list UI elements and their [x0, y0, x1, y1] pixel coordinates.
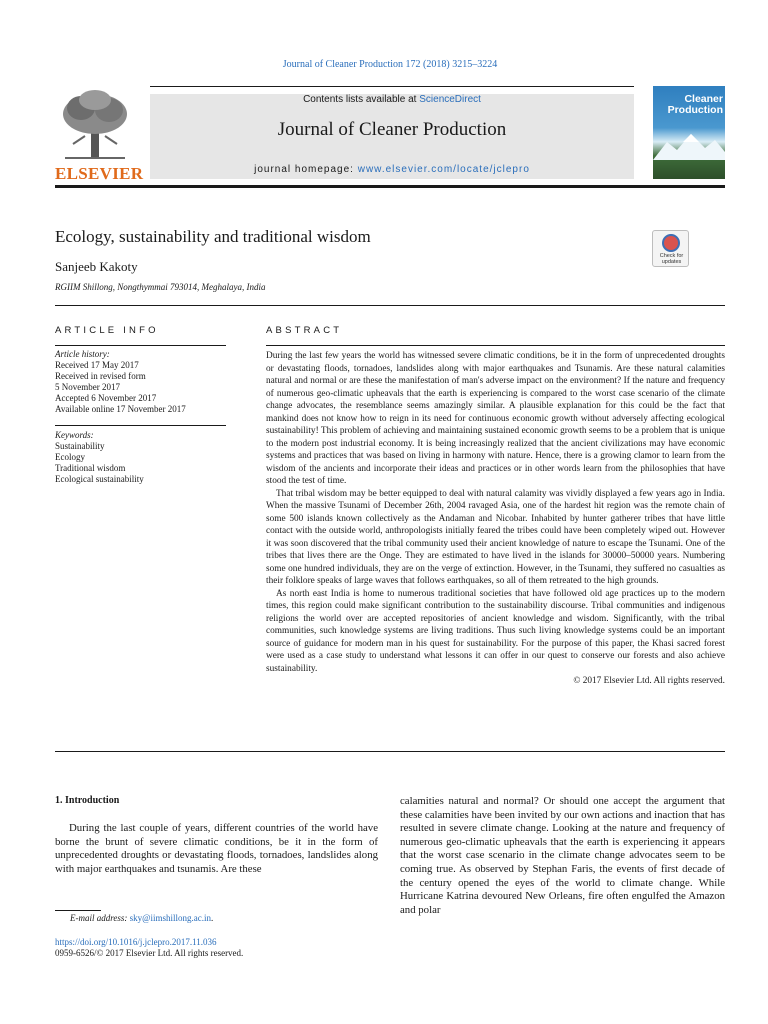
bookmark-icon	[662, 234, 680, 252]
article-history	[55, 349, 186, 415]
tree-icon	[55, 88, 135, 164]
abstract-heading: ABSTRACT	[266, 325, 343, 336]
abstract-paragraph: As north east India is home to numerous traditional societies that have followed old age practices up to the modern times, this region could make significant contribution to the sustainability discourse. Tribal communities and indigenous religions the world over are accepted repositories of ancient knowledge and wisdom. Significantly, with the tribal communities, such knowledge systems are living traditions. Thus such living knowledge systems could be an important source of guidance for modern man in his quest for sustainability. For the purpose of this paper, the Khasi sacred forest were used as a case study to understand what lessons it can offer in our quest to conserve our forests and also achieve sustainability.	[266, 588, 725, 674]
history-item: Received 17 May 2017	[55, 360, 139, 370]
journal-title: Journal of Cleaner Production	[277, 119, 507, 140]
author-affiliation: RGIIM Shillong, Nongthymmai 793014, Meghalaya, India	[55, 282, 266, 292]
journal-cover	[653, 86, 725, 179]
history-item: Received in revised form	[55, 371, 146, 381]
abstract-rule	[266, 345, 725, 346]
homepage-line	[150, 164, 634, 175]
body-right-column: calamities natural and normal? Or should one accept the argument that these calamities have been invited by our own actions and inaction that has resulted in severe climate change. Looking at the nature and frequency of numerous geo-climatic upheavals that the earth is experiencing it appears that the worst case scenario in the climate change advocates seem to be coming true. As observed by Stephan Faris, the events of first decade of the century opened the eyes of the world to climate change. While Hurricane Katrina devoured New Orleans, fire often engulfed the Amazon and polar	[400, 795, 725, 916]
contents-line	[150, 94, 634, 105]
doi-link[interactable]: https://doi.org/10.1016/j.jclepro.2017.11.036	[55, 937, 217, 947]
history-item: Accepted 6 November 2017	[55, 393, 157, 403]
article-info-rule	[55, 345, 226, 346]
keyword-item: Sustainability	[55, 441, 105, 451]
issn-line: 0959-6526/© 2017 Elsevier Ltd. All rights reserved.	[55, 948, 244, 958]
homepage-prefix: journal homepage:	[254, 164, 358, 175]
history-item: Available online 17 November 2017	[55, 404, 186, 414]
header-thick-rule	[55, 185, 725, 188]
abstract-paragraph: During the last few years the world has witnessed severe climatic conditions, be it in the form of unprecedented droughts or devastating floods, tornadoes, landslides along with major earthquakes and Tsunamis. Are these natural calamities natural and normal or are these the manifestation of man's adverse impact on the environment? If the nature and frequency of numerous geo-climatic upheavals that the earth is experiencing is compared to the worst case scenario of the climate change advocates, the resemblance seems amazingly similar. A plausible explanation for this could be the fact that mankind does not know how to reign in its need for continuous economic growth without adversely affecting ecological sustainability! This problem of achieving and maintaining sustained economic growth seems to be a problem that is unique to the modern post industrial economy. It is being increasingly realized that the ancient civilizations may have economic systems and practices that was based on living in harmony with nature. Hence, there is a growing clamor to learn from the wisdom of the ancients and incorporate their ideas and practices or in other words learn from the philosophies that have stood the test of time.	[266, 351, 725, 486]
journal-citation[interactable]: Journal of Cleaner Production 172 (2018) 3215–3224	[282, 59, 498, 70]
sciencedirect-link[interactable]: ScienceDirect	[419, 94, 481, 105]
footnote-rule	[55, 910, 101, 911]
elsevier-logo	[55, 88, 144, 183]
elsevier-wordmark: ELSEVIER	[55, 164, 144, 183]
keyword-item: Traditional wisdom	[55, 463, 126, 473]
contents-prefix: Contents lists available at	[303, 94, 420, 105]
email-link[interactable]: sky@iimshillong.ac.in	[129, 913, 211, 923]
keywords-label: Keywords:	[55, 430, 94, 440]
journal-banner	[150, 94, 634, 179]
history-label: Article history:	[55, 349, 110, 359]
copyright-line: © 2017 Elsevier Ltd. All rights reserved.	[573, 676, 725, 686]
mountain-icon	[653, 130, 725, 160]
keywords-rule	[55, 425, 226, 426]
email-label: E-mail address:	[70, 913, 130, 923]
keyword-item: Ecology	[55, 452, 85, 462]
history-item: 5 November 2017	[55, 382, 120, 392]
body-left-column: During the last couple of years, different countries of the world have borne the brunt of severe climatic conditions, be it in the form of unprecedented droughts or devastating floods, tornadoes, landslides along with major earthquakes and tsunamis. Are these	[55, 822, 378, 875]
abstract-body	[266, 350, 725, 688]
check-updates-label: Check for updates	[659, 253, 684, 265]
cover-title: Cleaner Production	[667, 93, 723, 116]
check-for-updates-button[interactable]	[652, 230, 689, 267]
abstract-paragraph: That tribal wisdom may be better equipped to deal with natural calamity was vividly displayed a few years ago in India. When the massive Tsunami of December 26th, 2004 ravaged Asia, one of the hardest hit region was the remote chain of some 500 islands known collectively as the Andaman and Nicobar. Inhabited by hunter gatherer tribes that have little contact with the outside world, anthropologists initially feared the tribes could have been completely wiped out. However it was soon discovered that the tribal community used their ancient knowledge of nature to escape the Tsunami. One of the tribes that lives there are the Onge. They are estimated to have lived in the islands for 30000–50000 years. Numbering some one hundred individuals, they are on the verge of extinction. However, in the Tsunami, they suffered no casualties as their folklore speaks of large waves that follows earthquakes, so all of them retreated to the high grounds.	[266, 488, 725, 586]
abstract-bottom-rule	[55, 751, 725, 752]
header-top-rule	[150, 86, 634, 87]
article-title: Ecology, sustainability and traditional wisdom	[55, 227, 371, 246]
title-bottom-rule	[55, 305, 725, 306]
article-info-heading: ARTICLE INFO	[55, 325, 159, 336]
email-footnote: E-mail address: sky@iimshillong.ac.in.	[70, 913, 214, 923]
author-name[interactable]: Sanjeeb Kakoty	[55, 259, 138, 274]
homepage-link[interactable]: www.elsevier.com/locate/jclepro	[357, 164, 530, 175]
section-heading-introduction: 1. Introduction	[55, 795, 120, 806]
keyword-item: Ecological sustainability	[55, 474, 144, 484]
keywords	[55, 430, 144, 485]
